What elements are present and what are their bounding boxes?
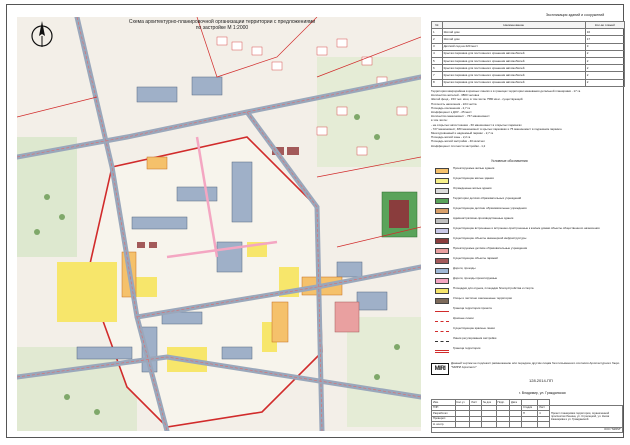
legend-label: Улицы и частично озелененные территории	[453, 297, 512, 300]
title-block-cell: Стадия	[521, 405, 537, 411]
note-line: Плотность населения - 224 чел/га	[431, 101, 477, 106]
title-block-cell: Кол.уч	[455, 400, 470, 406]
site-plan-map[interactable]	[17, 17, 421, 431]
title-block-cell: Проверил	[432, 416, 456, 422]
note-line: Коэффициент плотности застройки - 1,2	[431, 143, 486, 148]
north-arrow-icon	[27, 19, 57, 49]
legend-label: Территории детских образовательных учреждений	[453, 197, 522, 200]
explication-floors: 16	[585, 29, 624, 36]
legend-swatch	[435, 208, 449, 214]
note-line: Площадь жилой зоны - 2,2 га	[431, 135, 471, 140]
map-canvas	[17, 17, 421, 431]
legend-item	[431, 337, 625, 346]
legend-item	[431, 347, 625, 356]
title-block-cell: П	[521, 411, 537, 417]
explication-floors: 2	[585, 57, 624, 64]
legend-label: Дороги, проезды проектируемые	[453, 277, 498, 280]
title-block-table	[431, 399, 623, 433]
explication-name: Крытая парковка для постоянного хранения автомобилей	[442, 57, 585, 64]
firm-name: ООО "МИРИ"	[432, 427, 623, 433]
title-block-cell: № док	[482, 400, 496, 406]
technical-notes	[431, 89, 625, 148]
explication-number: 7	[432, 72, 443, 79]
legend-swatch	[435, 188, 449, 194]
note-line: в том числе:	[431, 118, 448, 123]
legend-label: Проектируемые жилые здания	[453, 167, 495, 170]
legend-swatch	[435, 238, 449, 244]
legend-label: Проектируемые детские образовательные учреждения	[453, 247, 528, 250]
title-block-cell: Лист	[538, 405, 550, 411]
explication-floors: 3	[585, 43, 624, 50]
legend-item	[431, 237, 625, 246]
explication-row	[432, 43, 625, 50]
drawing-sheet	[6, 4, 624, 438]
legend-label: Огражденные жилые здания	[453, 187, 492, 190]
explication-name: Крытая парковка для постоянного хранения автомобилей	[442, 72, 585, 79]
explication-row	[432, 57, 625, 64]
note-line: Территория микрорайона в красных линиях и в границах территории межевания детальной планировки - 17 га	[431, 89, 581, 93]
explication-floors: 2	[585, 72, 624, 79]
explication-header-floors: Кол-во этажей	[585, 22, 624, 29]
explication-name: Жилой дом	[442, 36, 585, 43]
explication-floors: 17	[585, 36, 624, 43]
title-block-cell: Н. контр.	[432, 422, 456, 428]
note-line: - на открытых автостоянках - 60 машиномест в открытых паркингах	[431, 122, 522, 127]
map-title: Схема архитектурно-планировочной организации территории с предложениями по застройке М 1:2000	[128, 19, 316, 31]
note-line: - 727 машиномест, 480 машиномест в крытых парковках и 75 машиномест в подземном паркинге	[431, 126, 562, 131]
legend-item	[431, 227, 625, 236]
document-code: 128.2014-ПП	[529, 378, 553, 383]
title-block-cell: ГИП	[432, 405, 456, 411]
explication-number: 8	[432, 79, 443, 86]
title-block-cell: Лист	[470, 400, 482, 406]
explication-caption: Экспликация зданий и сооружений	[545, 13, 605, 17]
legend-label: Существующие объекты гаражей	[453, 257, 498, 260]
legend-swatch	[435, 288, 449, 294]
legend-item	[431, 207, 625, 216]
projected-kindergarten	[335, 302, 359, 332]
title-block-row	[432, 427, 623, 433]
legend-item	[431, 187, 625, 196]
legend-label: Существующие встроенные и встроенно-пристроенные к жилым домам объекты общественного назначения	[453, 227, 600, 230]
explication-row	[432, 72, 625, 79]
title-block	[429, 361, 625, 439]
north-arrow	[27, 19, 57, 49]
legend-label: Существующие красные линии	[453, 327, 495, 330]
explication-row	[432, 50, 625, 57]
note-line: Количество машиномест - 767 машиномест	[431, 114, 490, 119]
explication-name: Крытая парковка для постоянного хранения автомобилей	[442, 79, 585, 86]
note-line: Многоуровневый и надземный паркинг - 2,7 га	[431, 131, 494, 136]
explication-row	[432, 65, 625, 72]
legend-label: Граница территории	[453, 347, 481, 350]
legend-swatch	[435, 178, 449, 184]
legend-swatch	[435, 278, 449, 284]
legend-item	[431, 297, 625, 306]
legend-label: Существующие объекты инженерной инфраструктуры	[453, 237, 527, 240]
legend-item	[431, 257, 625, 266]
explication-number: 5	[432, 57, 443, 64]
note-line: Коэффициент к ДОУ - 25 мест	[431, 110, 472, 115]
legend-item	[431, 287, 625, 296]
legend-item	[431, 177, 625, 186]
legend-item	[431, 167, 625, 176]
legend-item	[431, 247, 625, 256]
explication-name: Детский сад на 220 мест	[442, 43, 585, 50]
explication-floors: 2	[585, 65, 624, 72]
legend-label: Красные линии	[453, 317, 474, 320]
legend-label: Граница территории проекта	[453, 307, 492, 310]
title-block-cell: 4	[538, 411, 550, 417]
legend-item	[431, 197, 625, 206]
explication-table	[431, 21, 625, 87]
explication-row	[432, 36, 625, 43]
title-block-cell: Разработал	[432, 411, 456, 417]
explication-number: 1	[432, 29, 443, 36]
legend-swatch	[435, 350, 449, 356]
legend-swatch	[435, 218, 449, 224]
explication-number: 6	[432, 65, 443, 72]
explication-row	[432, 29, 625, 36]
legend-item	[431, 307, 625, 316]
legend-item	[431, 327, 625, 336]
note-line: Жилой фонд - 153 тыс. кв.м, в том числе 7580 кв.м - существующий	[431, 97, 523, 102]
explication-number: 3	[432, 43, 443, 50]
explication-name: Жилой дом	[442, 29, 585, 36]
explication-header-name: Наименование	[442, 22, 585, 29]
legend-item	[431, 217, 625, 226]
title-block-cell: Подп.	[496, 400, 510, 406]
explication-floors: 2	[585, 50, 624, 57]
note-line: Площадь озеленения - 2,7 га	[431, 105, 471, 110]
legend-swatch	[435, 248, 449, 254]
legend-label: Существующие жилые здания	[453, 177, 494, 180]
explication-header-number: №	[432, 22, 443, 29]
legend-label: Административно-производственные здания	[453, 217, 514, 220]
legend-item	[431, 277, 625, 286]
title-block-cell: Дата	[510, 400, 522, 406]
sheet-title: Проект планировки территории, ограниченной проспектом Ленина, ул. Стрелецкой, ул. Князя Кашкарова и ул. Гражданской	[550, 405, 623, 427]
explication-floors: 2	[585, 79, 624, 86]
legend-item	[431, 317, 625, 326]
legend-swatch	[435, 298, 449, 304]
copyright-note: Данный чертеж не подлежит размножению или передаче другим лицам без письменного согласия Архитектурного бюро "МИРИ Архитектс"	[451, 361, 620, 369]
legend-swatch	[435, 228, 449, 234]
firm-logo: MIRI	[431, 363, 449, 375]
legend-label: Существующие детские образовательные учреждения	[453, 207, 527, 210]
note-line: Площадь жилой застройки - 40 кв.м/чел	[431, 139, 485, 144]
legend-title: Условные обозначения	[491, 159, 528, 163]
legend-label: Линии регулирования застройки	[453, 337, 497, 340]
legend-label: Дороги, проезды	[453, 267, 476, 270]
explication-name: Крытая парковка для постоянного хранения автомобилей	[442, 50, 585, 57]
legend-item	[431, 267, 625, 276]
legend-swatch	[435, 168, 449, 174]
explication-number: 4	[432, 50, 443, 57]
legend-swatch	[435, 198, 449, 204]
kindergarten-building	[389, 200, 409, 228]
legend-swatch	[435, 268, 449, 274]
explication-number: 2	[432, 36, 443, 43]
note-line: Количество жителей - 3800 человек	[431, 93, 480, 98]
project-location: г. Владимир, ул. Гражданская	[519, 391, 566, 395]
legend-swatch	[435, 258, 449, 264]
title-block-cell: Изм.	[432, 400, 456, 406]
legend-label: Площадки для отдыха, площадки благоустройства и спорта	[453, 287, 534, 290]
explication-row	[432, 79, 625, 86]
explication-name: Крытая парковка для постоянного хранения автомобилей	[442, 65, 585, 72]
